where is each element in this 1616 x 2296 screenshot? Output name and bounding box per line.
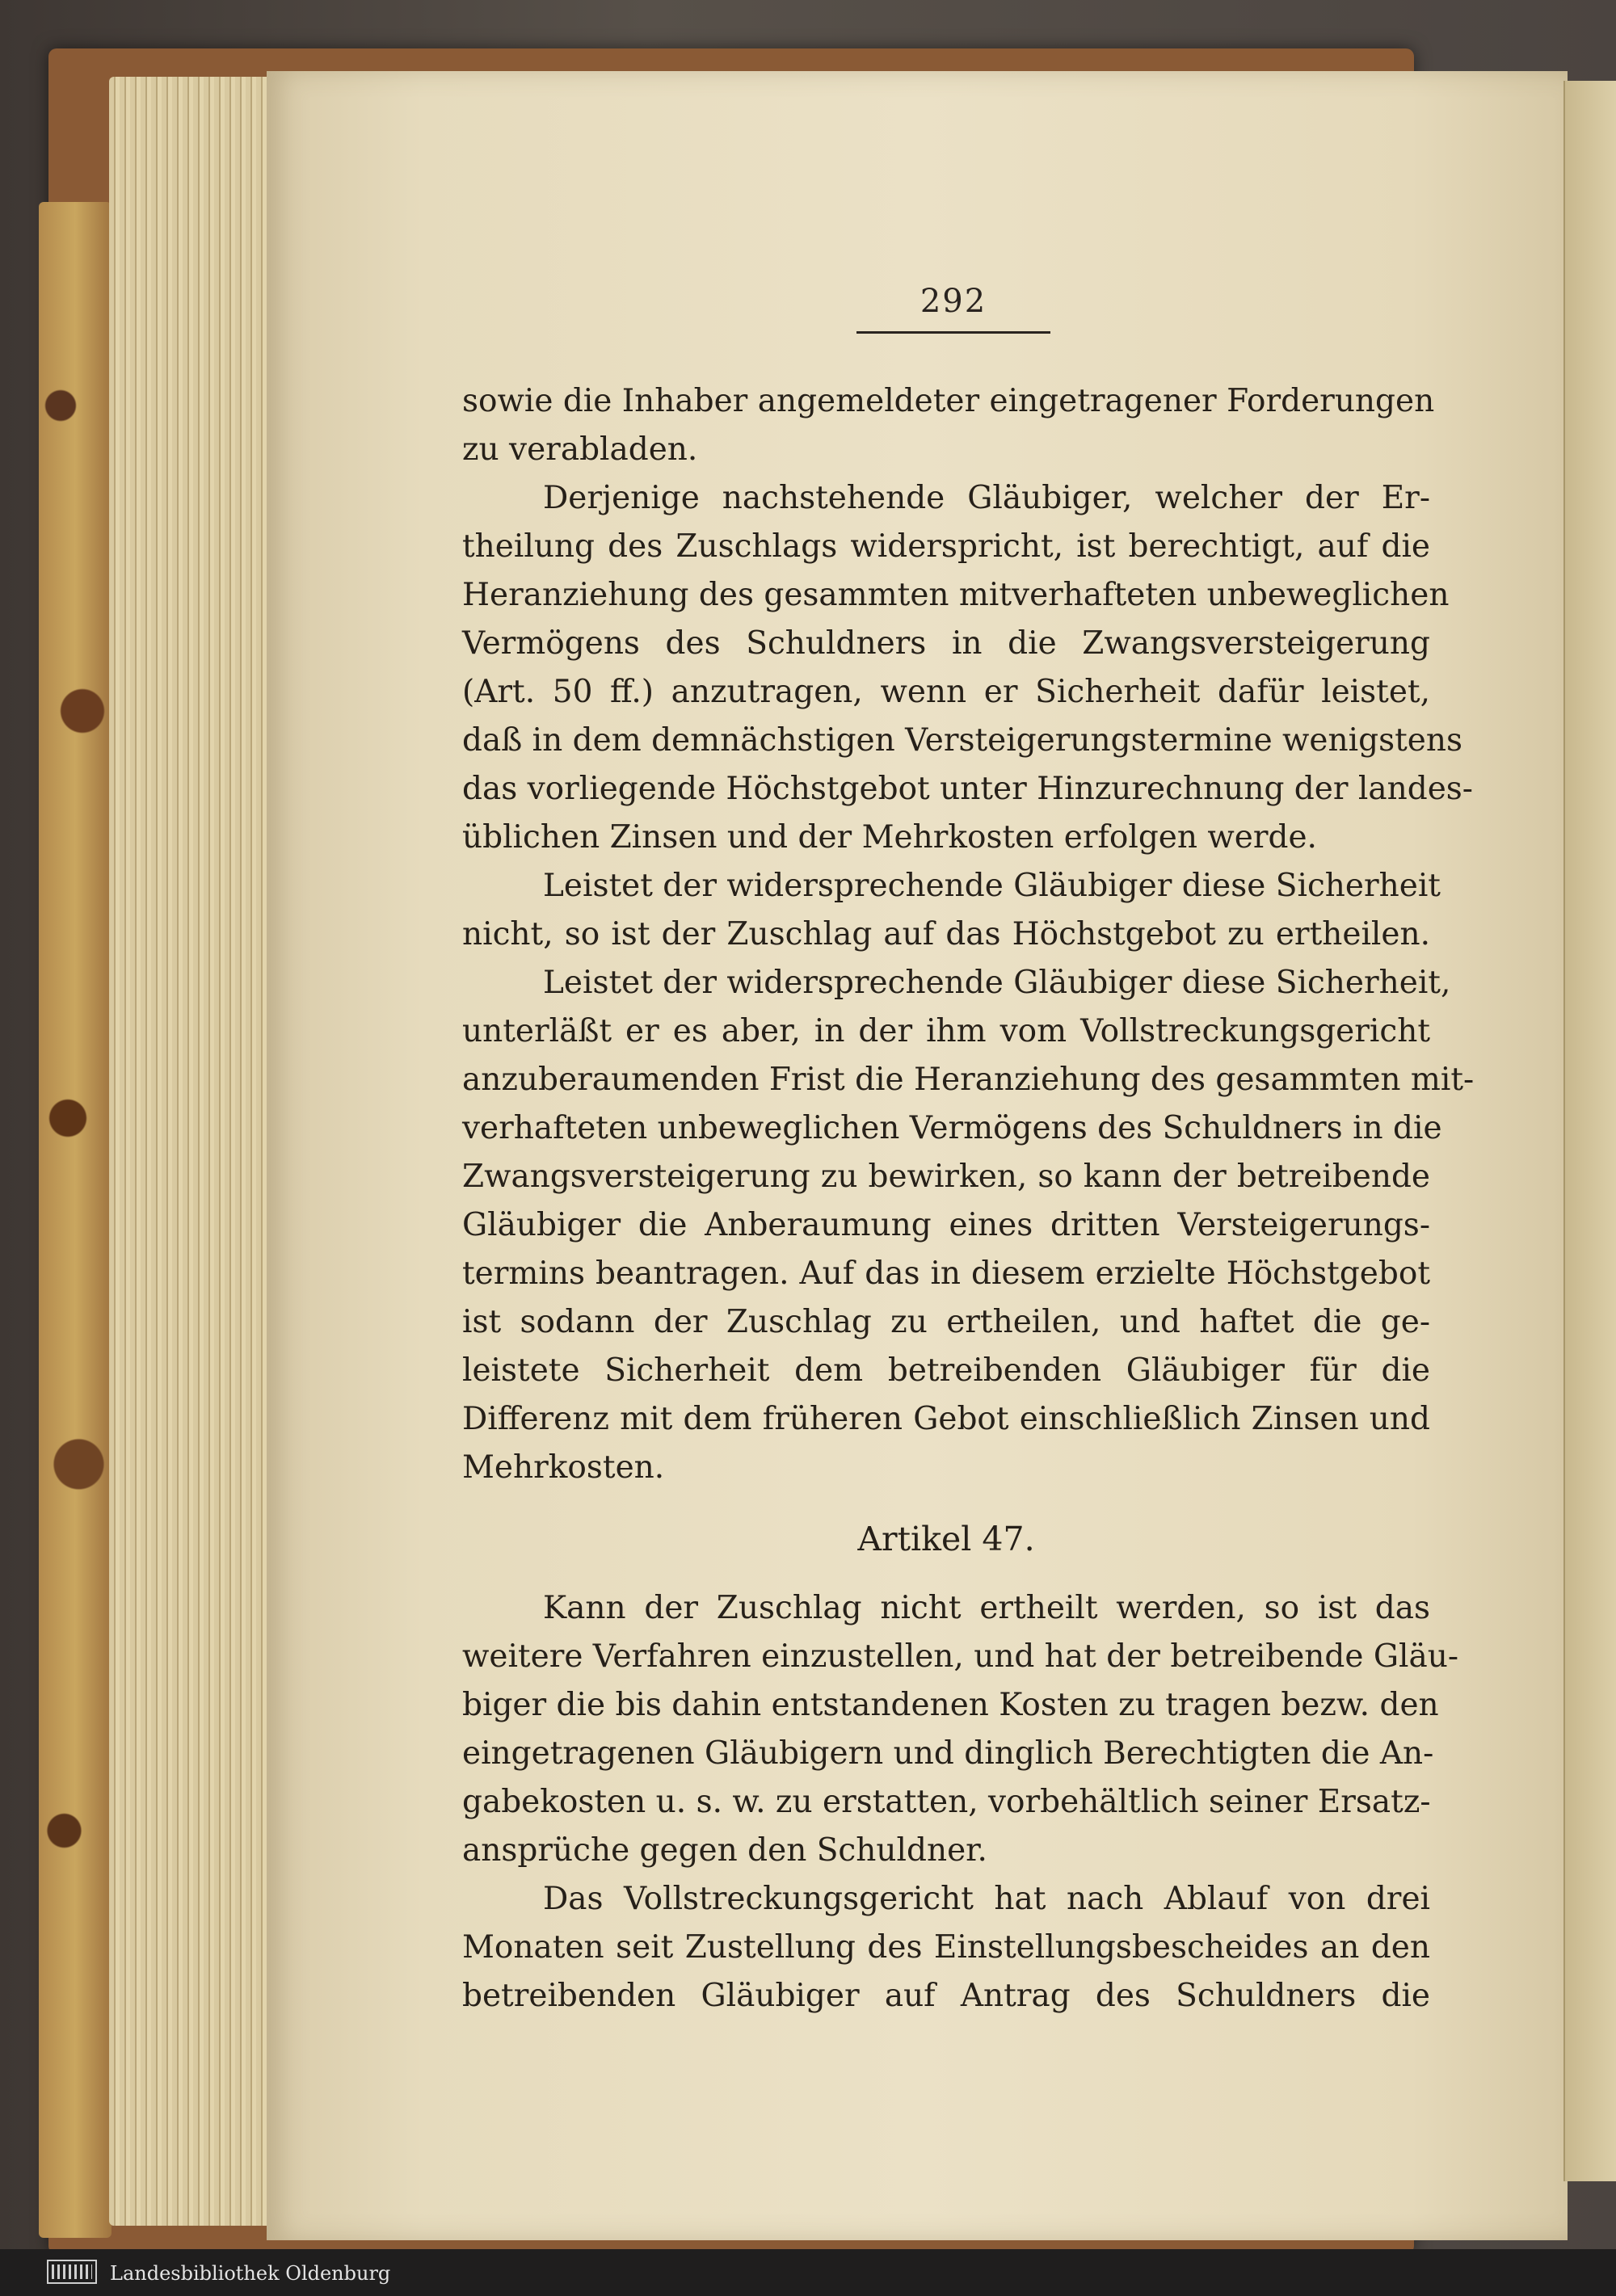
text-line: Kann der Zuschlag nicht ertheilt werden, so ist das bbox=[543, 1590, 1430, 1626]
text-line: unterläßt er es aber, in der ihm vom Vollstreckungsgericht bbox=[462, 1013, 1430, 1049]
text-line: weitere Verfahren einzustellen, und hat der betreibende Gläu- bbox=[462, 1638, 1459, 1675]
text-line: biger die bis dahin entstandenen Kosten zu tragen bezw. den bbox=[462, 1687, 1439, 1723]
text-line: Zwangsversteigerung zu bewirken, so kann der betreibende bbox=[462, 1159, 1430, 1195]
book-spine-edge bbox=[39, 202, 112, 2238]
text-line: üblichen Zinsen und der Mehrkosten erfolgen werde. bbox=[462, 819, 1317, 856]
text-line: Mehrkosten. bbox=[462, 1449, 665, 1486]
text-line: Leistet der widersprechende Gläubiger diese Sicherheit, bbox=[543, 965, 1451, 1001]
text-line: Leistet der widersprechende Gläubiger diese Sicherheit bbox=[543, 868, 1441, 904]
page-number: 292 bbox=[920, 283, 987, 320]
text-line: zu verabladen. bbox=[462, 431, 698, 468]
text-line: Monaten seit Zustellung des Einstellungsbescheides an den bbox=[462, 1929, 1430, 1966]
text-line: ist sodann der Zuschlag zu ertheilen, und haftet die ge- bbox=[462, 1304, 1430, 1340]
page-number-rule bbox=[856, 331, 1050, 334]
next-page-edge bbox=[1563, 81, 1616, 2181]
text-line: leistete Sicherheit dem betreibenden Gläubiger für die bbox=[462, 1352, 1430, 1389]
text-line: Heranziehung des gesammten mitverhafteten unbeweglichen bbox=[462, 577, 1450, 613]
text-line: nicht, so ist der Zuschlag auf das Höchstgebot zu ertheilen. bbox=[462, 916, 1430, 952]
text-line: Derjenige nachstehende Gläubiger, welcher der Er- bbox=[543, 480, 1430, 516]
text-line: betreibenden Gläubiger auf Antrag des Schuldners die bbox=[462, 1978, 1430, 2014]
library-building-icon bbox=[47, 2260, 97, 2284]
text-line: Das Vollstreckungsgericht hat nach Ablauf von drei bbox=[543, 1881, 1430, 1917]
text-line: theilung des Zuschlags widerspricht, ist berechtigt, auf die bbox=[462, 528, 1430, 565]
text-line: verhafteten unbeweglichen Vermögens des Schuldners in die bbox=[462, 1110, 1442, 1146]
text-line: (Art. 50 ff.) anzutragen, wenn er Sicherheit dafür leistet, bbox=[462, 674, 1430, 710]
text-line: termins beantragen. Auf das in diesem erzielte Höchstgebot bbox=[462, 1255, 1430, 1292]
text-line: Vermögens des Schuldners in die Zwangsversteigerung bbox=[462, 625, 1430, 662]
article-heading: Artikel 47. bbox=[857, 1520, 1035, 1558]
footer-library-name: Landesbibliothek Oldenburg bbox=[110, 2262, 391, 2285]
text-line: Gläubiger die Anberaumung eines dritten Versteigerungs- bbox=[462, 1207, 1430, 1243]
text-line: eingetragenen Gläubigern und dinglich Berechtigten die An- bbox=[462, 1735, 1434, 1772]
text-line: Differenz mit dem früheren Gebot einschließlich Zinsen und bbox=[462, 1401, 1430, 1437]
text-line: ansprüche gegen den Schuldner. bbox=[462, 1832, 987, 1869]
text-line: das vorliegende Höchstgebot unter Hinzurechnung der landes- bbox=[462, 771, 1473, 807]
text-line: gabekosten u. s. w. zu erstatten, vorbehältlich seiner Ersatz- bbox=[462, 1784, 1431, 1820]
text-line: sowie die Inhaber angemeldeter eingetragener Forderungen bbox=[462, 383, 1435, 419]
text-line: anzuberaumenden Frist die Heranziehung des gesammten mit- bbox=[462, 1062, 1475, 1098]
text-line: daß in dem demnächstigen Versteigerungstermine wenigstens bbox=[462, 722, 1462, 759]
